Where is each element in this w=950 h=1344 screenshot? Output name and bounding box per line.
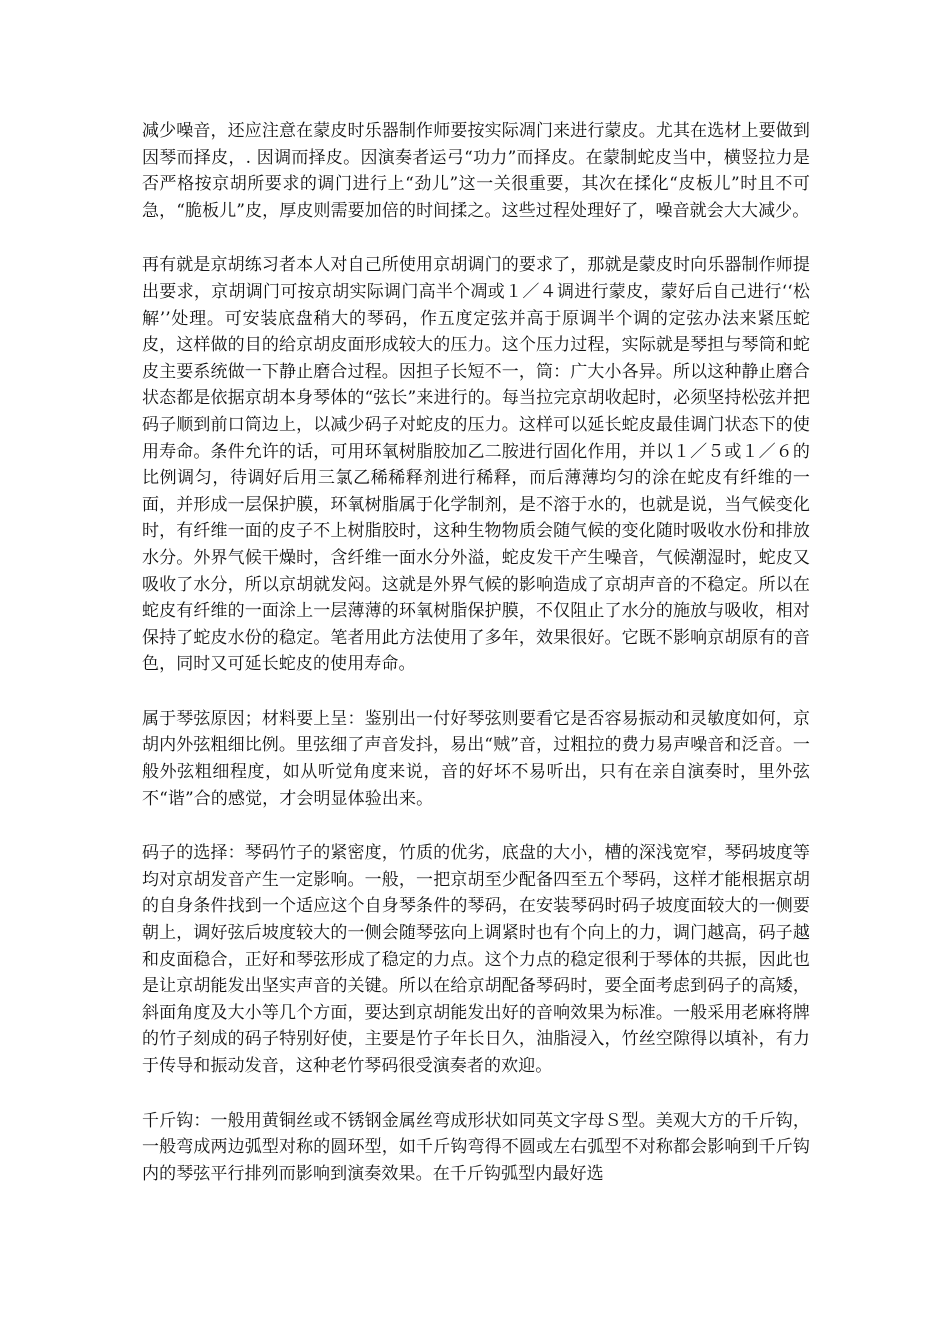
document-body [142,118,810,1215]
paragraph-qianjin-hook: 千斤钩：一般用黄铜丝或不锈钢金属丝弯成形状如同英文字母Ｓ型。美观大方的千斤钩，一般弯成两边弧型对称的圆环型，如千斤钩弯得不圆或左右弧型不对称都会影响到千斤钩内的琴弦平行排列而影响到演奏效果。在千斤钩弧型内最好选 [142,1110,810,1184]
paragraph-player-requirements: 再有就是京胡练习者本人对自己所使用京胡调门的要求了，那就是蒙皮时向乐器制作师提出要求，京胡调门可按京胡实际调门高半个凋或１／４调进行蒙皮，蒙好后自己进行‘‘松解’’处理。可安装底盘稍大的琴码，作五度定弦并高于原调半个调的定弦办法来紧压蛇皮，这样做的目的给京胡皮面形成较大的压力。这个压力过程，实际就是琴担与琴筒和蛇皮主要系统做一下静止磨合过程。因担子长短不一，筒：广大小各异。所以这种静止磨合状态都是依据京胡本身琴体的“弦长”来进行的。每当拉完京胡收起时，必须坚持松弦并把码子顺到前口筒边上，以减少码子对蛇皮的压力。这样可以延长蛇皮最佳调门状态下的使用寿命。条件允许的话，可用环氧树脂胶加乙二胺进行固化作用，并以１／５或１／６的比例调匀，待调好后用三氯乙稀稀释剂进行稀释，而后薄薄均匀的涂在蛇皮有纤维的一面，并形成一层保护膜，环氧树脂属于化学制剂，是不溶于水的，也就是说，当气候变化时，有纤维一面的皮子不上树脂胶时，这种生物物质会随气候的变化随时吸收水份和排放水分。外界气候干燥时，含纤维一面水分外溢，蛇皮发干产生噪音，气候潮湿时，蛇皮又吸收了水分，所以京胡就发闷。这就是外界气候的影响造成了京胡声音的不稳定。所以在蛇皮有纤维的一面涂上一层薄薄的环氧树脂保护膜，不仅阻止了水分的施放与吸收，相对保持了蛇皮水份的稳定。笔者用此方法使用了多年，效果很好。它既不影响京胡原有的音色，同时又可延长蛇皮的使用寿命。 [142,255,810,675]
paragraph-string-causes: 属于琴弦原因；材料要上呈：鉴别出一付好琴弦则要看它是否容易振动和灵敏度如何，京胡内外弦粗细比例。里弦细了声音发抖，易出“贼”音，过粗拉的费力易声噪音和泛音。一般外弦粗细程度，如从听觉角度来说，音的好坏不易听出，只有在亲自演奏时，里外弦不“谐”合的感觉，才会明显体验出来。 [142,708,810,809]
paragraph-bridge-selection: 码子的选择：琴码竹子的紧密度，竹质的优劣，底盘的大小，槽的深浅宽窄，琴码坡度等均对京胡发音产生一定影响。一般，一把京胡至少配备四至五个琴码，这样才能根据京胡的自身条件找到一个适应这个自身琴条件的琴码，在安装琴码时码子坡度面较大的一侧要朝上，调好弦后坡度较大的一侧会随琴弦向上调紧时也有个向上的力，调门越高，码子越和皮面稳合，正好和琴弦形成了稳定的力点。这个力点的稳定很利于琴体的共振，因此也是让京胡能发出坚实声音的关键。所以在给京胡配备琴码时，要全面考虑到码子的高矮，斜面角度及大小等几个方面，要达到京胡能发出好的音响效果为标准。一般采用老麻将牌的竹子刻成的码子特别好使，主要是竹子年长日久，油脂浸入，竹丝空隙得以填补，有力于传导和振动发音，这种老竹琴码很受演奏者的欢迎。 [142,843,810,1076]
paragraph-noise-reduction: 减少噪音，还应注意在蒙皮时乐器制作师要按实际凋门来进行蒙皮。尤其在选材上要做到因琴而择皮，. 因调而择皮。因演奏者运弓“功力”而择皮。在蒙制蛇皮当中，横竖拉力是否严格按京胡所要求的调门进行上“劲儿”这一关很重要，其次在揉化“皮板儿”时且不可急，“脆板儿”皮，厚皮则需要加倍的时间揉之。这些过程处理好了，噪音就会大大减少。 [142,121,810,221]
